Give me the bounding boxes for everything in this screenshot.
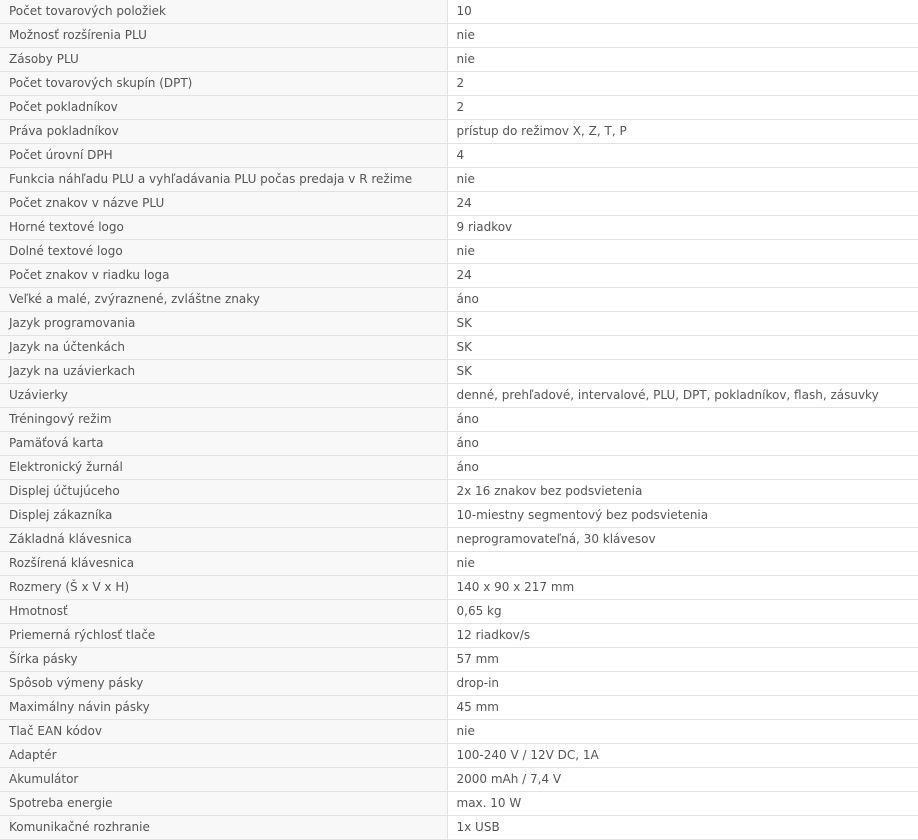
spec-value: 12 riadkov/s	[447, 624, 918, 648]
spec-name: Tréningový režim	[0, 408, 447, 432]
spec-value: 0,65 kg	[447, 600, 918, 624]
spec-name: Počet úrovní DPH	[0, 144, 447, 168]
spec-name: Jazyk na uzávierkach	[0, 360, 447, 384]
spec-name: Rozmery (Š x V x H)	[0, 576, 447, 600]
spec-value: 2	[447, 72, 918, 96]
spec-value: max. 10 W	[447, 792, 918, 816]
spec-name: Spôsob výmeny pásky	[0, 672, 447, 696]
spec-value: 100-240 V / 12V DC, 1A	[447, 744, 918, 768]
spec-value: áno	[447, 288, 918, 312]
spec-row	[0, 696, 918, 720]
spec-value: neprogramovateľná, 30 klávesov	[447, 528, 918, 552]
spec-row	[0, 264, 918, 288]
spec-row	[0, 360, 918, 384]
spec-row	[0, 816, 918, 840]
spec-value: prístup do režimov X, Z, T, P	[447, 120, 918, 144]
spec-value: 140 x 90 x 217 mm	[447, 576, 918, 600]
spec-value: áno	[447, 408, 918, 432]
spec-row	[0, 576, 918, 600]
spec-name: Dolné textové logo	[0, 240, 447, 264]
spec-value: 1x USB	[447, 816, 918, 840]
spec-value: 10-miestny segmentový bez podsvietenia	[447, 504, 918, 528]
spec-name: Funkcia náhľadu PLU a vyhľadávania PLU počas predaja v R režime	[0, 168, 447, 192]
spec-row	[0, 720, 918, 744]
spec-row	[0, 96, 918, 120]
spec-name: Počet pokladníkov	[0, 96, 447, 120]
spec-name: Horné textové logo	[0, 216, 447, 240]
spec-row	[0, 216, 918, 240]
spec-name: Veľké a malé, zvýraznené, zvláštne znaky	[0, 288, 447, 312]
spec-value: nie	[447, 240, 918, 264]
spec-value: 24	[447, 264, 918, 288]
spec-name: Jazyk programovania	[0, 312, 447, 336]
spec-row	[0, 432, 918, 456]
spec-row	[0, 600, 918, 624]
spec-name: Adaptér	[0, 744, 447, 768]
spec-name: Displej zákazníka	[0, 504, 447, 528]
spec-row	[0, 408, 918, 432]
spec-row	[0, 672, 918, 696]
spec-name: Možnosť rozšírenia PLU	[0, 24, 447, 48]
spec-name: Jazyk na účtenkách	[0, 336, 447, 360]
spec-row	[0, 144, 918, 168]
spec-value: 24	[447, 192, 918, 216]
spec-value: 57 mm	[447, 648, 918, 672]
spec-name: Práva pokladníkov	[0, 120, 447, 144]
spec-row	[0, 456, 918, 480]
spec-name: Maximálny návin pásky	[0, 696, 447, 720]
spec-name: Priemerná rýchlosť tlače	[0, 624, 447, 648]
spec-row	[0, 336, 918, 360]
spec-name: Šírka pásky	[0, 648, 447, 672]
spec-row	[0, 120, 918, 144]
spec-row	[0, 528, 918, 552]
spec-row	[0, 624, 918, 648]
spec-row	[0, 744, 918, 768]
spec-row	[0, 312, 918, 336]
spec-value: SK	[447, 312, 918, 336]
spec-row	[0, 384, 918, 408]
spec-row	[0, 48, 918, 72]
spec-row	[0, 480, 918, 504]
spec-name: Rozšírená klávesnica	[0, 552, 447, 576]
spec-value: 45 mm	[447, 696, 918, 720]
spec-name: Základná klávesnica	[0, 528, 447, 552]
spec-row	[0, 0, 918, 24]
spec-name: Pamäťová karta	[0, 432, 447, 456]
spec-name: Displej účtujúceho	[0, 480, 447, 504]
spec-row	[0, 504, 918, 528]
spec-value: nie	[447, 24, 918, 48]
spec-value: áno	[447, 432, 918, 456]
spec-name: Komunikačné rozhranie	[0, 816, 447, 840]
spec-name: Zásoby PLU	[0, 48, 447, 72]
spec-name: Počet znakov v názve PLU	[0, 192, 447, 216]
spec-row	[0, 552, 918, 576]
spec-name: Tlač EAN kódov	[0, 720, 447, 744]
spec-name: Elektronický žurnál	[0, 456, 447, 480]
spec-name: Počet znakov v riadku loga	[0, 264, 447, 288]
spec-value: drop-in	[447, 672, 918, 696]
spec-row	[0, 192, 918, 216]
spec-value: nie	[447, 720, 918, 744]
spec-row	[0, 72, 918, 96]
spec-value: nie	[447, 168, 918, 192]
spec-name: Akumulátor	[0, 768, 447, 792]
spec-value: denné, prehľadové, intervalové, PLU, DPT, pokladníkov, flash, zásuvky	[447, 384, 918, 408]
spec-value: 2x 16 znakov bez podsvietenia	[447, 480, 918, 504]
spec-value: áno	[447, 456, 918, 480]
spec-value: SK	[447, 336, 918, 360]
spec-row	[0, 168, 918, 192]
spec-value: 9 riadkov	[447, 216, 918, 240]
spec-name: Spotreba energie	[0, 792, 447, 816]
spec-row	[0, 768, 918, 792]
spec-name: Uzávierky	[0, 384, 447, 408]
spec-row	[0, 24, 918, 48]
spec-row	[0, 288, 918, 312]
spec-value: 2	[447, 96, 918, 120]
spec-value: 2000 mAh / 7,4 V	[447, 768, 918, 792]
spec-value: SK	[447, 360, 918, 384]
spec-value: nie	[447, 552, 918, 576]
spec-name: Počet tovarových položiek	[0, 0, 447, 24]
spec-value: 10	[447, 0, 918, 24]
spec-row	[0, 792, 918, 816]
spec-row	[0, 240, 918, 264]
spec-value: 4	[447, 144, 918, 168]
spec-value: nie	[447, 48, 918, 72]
spec-name: Počet tovarových skupín (DPT)	[0, 72, 447, 96]
spec-row	[0, 648, 918, 672]
spec-name: Hmotnosť	[0, 600, 447, 624]
